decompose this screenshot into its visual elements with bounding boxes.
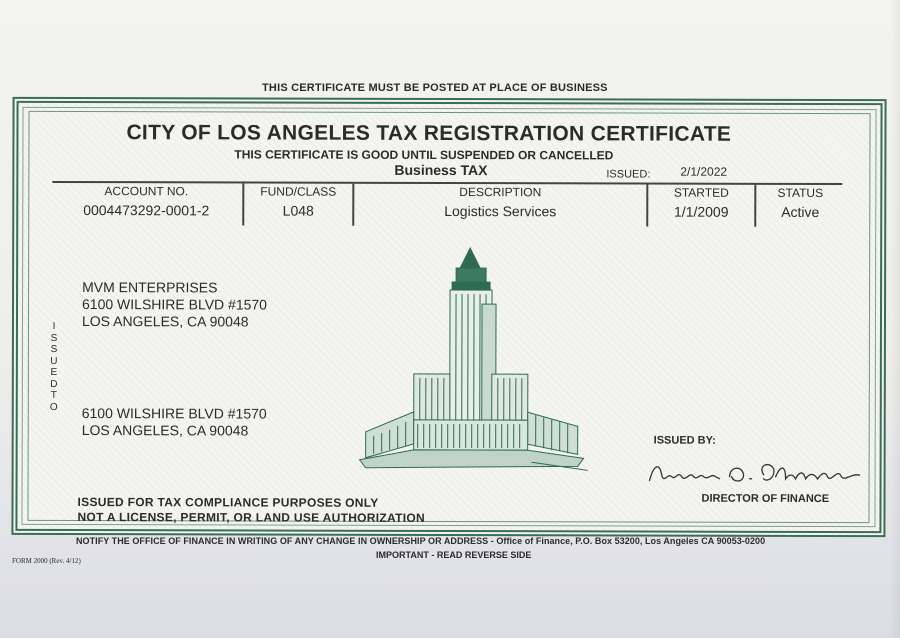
business-address xyxy=(82,279,267,330)
vertical-letter: U xyxy=(50,355,58,367)
started-column xyxy=(648,185,754,225)
description-column xyxy=(354,184,646,225)
issued-label: ISSUED: xyxy=(606,168,651,181)
tax-type: Business TAX xyxy=(394,161,488,179)
certificate-title: CITY OF LOS ANGELES TAX REGISTRATION CERTIFICATE xyxy=(126,121,732,146)
vertical-letter: S xyxy=(50,332,58,344)
location-city: LOS ANGELES, CA 90048 xyxy=(81,422,249,439)
fund-class-column xyxy=(244,183,352,223)
issued-by-label: ISSUED BY: xyxy=(653,434,716,447)
account-no-header: ACCOUNT NO. xyxy=(104,184,189,199)
form-number: FORM 2000 (Rev. 4/12) xyxy=(12,557,81,565)
validity-notice: THIS CERTIFICATE IS GOOD UNTIL SUSPENDED OR CANCELLED xyxy=(234,147,614,163)
started-header: STARTED xyxy=(673,185,729,200)
issued-to-vertical-label xyxy=(48,321,60,413)
vertical-letter: T xyxy=(50,389,57,401)
page-edge-shadow xyxy=(890,0,900,638)
issued-date: 2/1/2022 xyxy=(680,164,728,179)
posting-notice: THIS CERTIFICATE MUST BE POSTED AT PLACE OF BUSINESS xyxy=(262,82,608,94)
fund-class-header: FUND/CLASS xyxy=(260,184,337,199)
city-hall-building-illustration xyxy=(352,244,593,475)
vertical-letter: I xyxy=(52,320,56,332)
status-header: STATUS xyxy=(777,185,824,200)
account-no-value: 0004473292-0001-2 xyxy=(83,202,210,219)
started-value: 1/1/2009 xyxy=(674,203,729,220)
compliance-disclaimer xyxy=(77,495,425,526)
business-street: 6100 WILSHIRE BLVD #1570 xyxy=(82,296,268,313)
compliance-line-2: NOT A LICENSE, PERMIT, OR LAND USE AUTHORIZATION xyxy=(77,510,426,525)
vertical-letter: D xyxy=(50,378,58,390)
fund-class-value: L048 xyxy=(282,202,314,219)
director-title: DIRECTOR OF FINANCE xyxy=(701,492,830,505)
status-column xyxy=(756,185,844,225)
business-city: LOS ANGELES, CA 90048 xyxy=(81,313,249,330)
certificate xyxy=(11,97,886,537)
account-table xyxy=(52,181,842,227)
business-name: MVM ENTERPRISES xyxy=(82,279,218,296)
important-notice: IMPORTANT - READ REVERSE SIDE xyxy=(376,550,532,560)
compliance-line-1: ISSUED FOR TAX COMPLIANCE PURPOSES ONLY xyxy=(77,495,379,510)
notify-notice: NOTIFY THE OFFICE OF FINANCE IN WRITING OF ANY CHANGE IN OWNERSHIP OR ADDRESS - Office of Finance, P.O. Box 53200, Los Angeles CA 90053-0200 xyxy=(76,536,766,546)
vertical-letter: S xyxy=(50,343,58,355)
location-address xyxy=(82,405,267,439)
vertical-letter: O xyxy=(49,401,58,413)
director-signature xyxy=(646,455,866,492)
description-value: Logistics Services xyxy=(444,202,557,220)
description-header: DESCRIPTION xyxy=(459,185,542,200)
status-value: Active xyxy=(781,203,820,220)
account-no-column xyxy=(52,183,240,223)
location-street: 6100 WILSHIRE BLVD #1570 xyxy=(81,405,267,422)
vertical-letter: E xyxy=(50,366,58,378)
